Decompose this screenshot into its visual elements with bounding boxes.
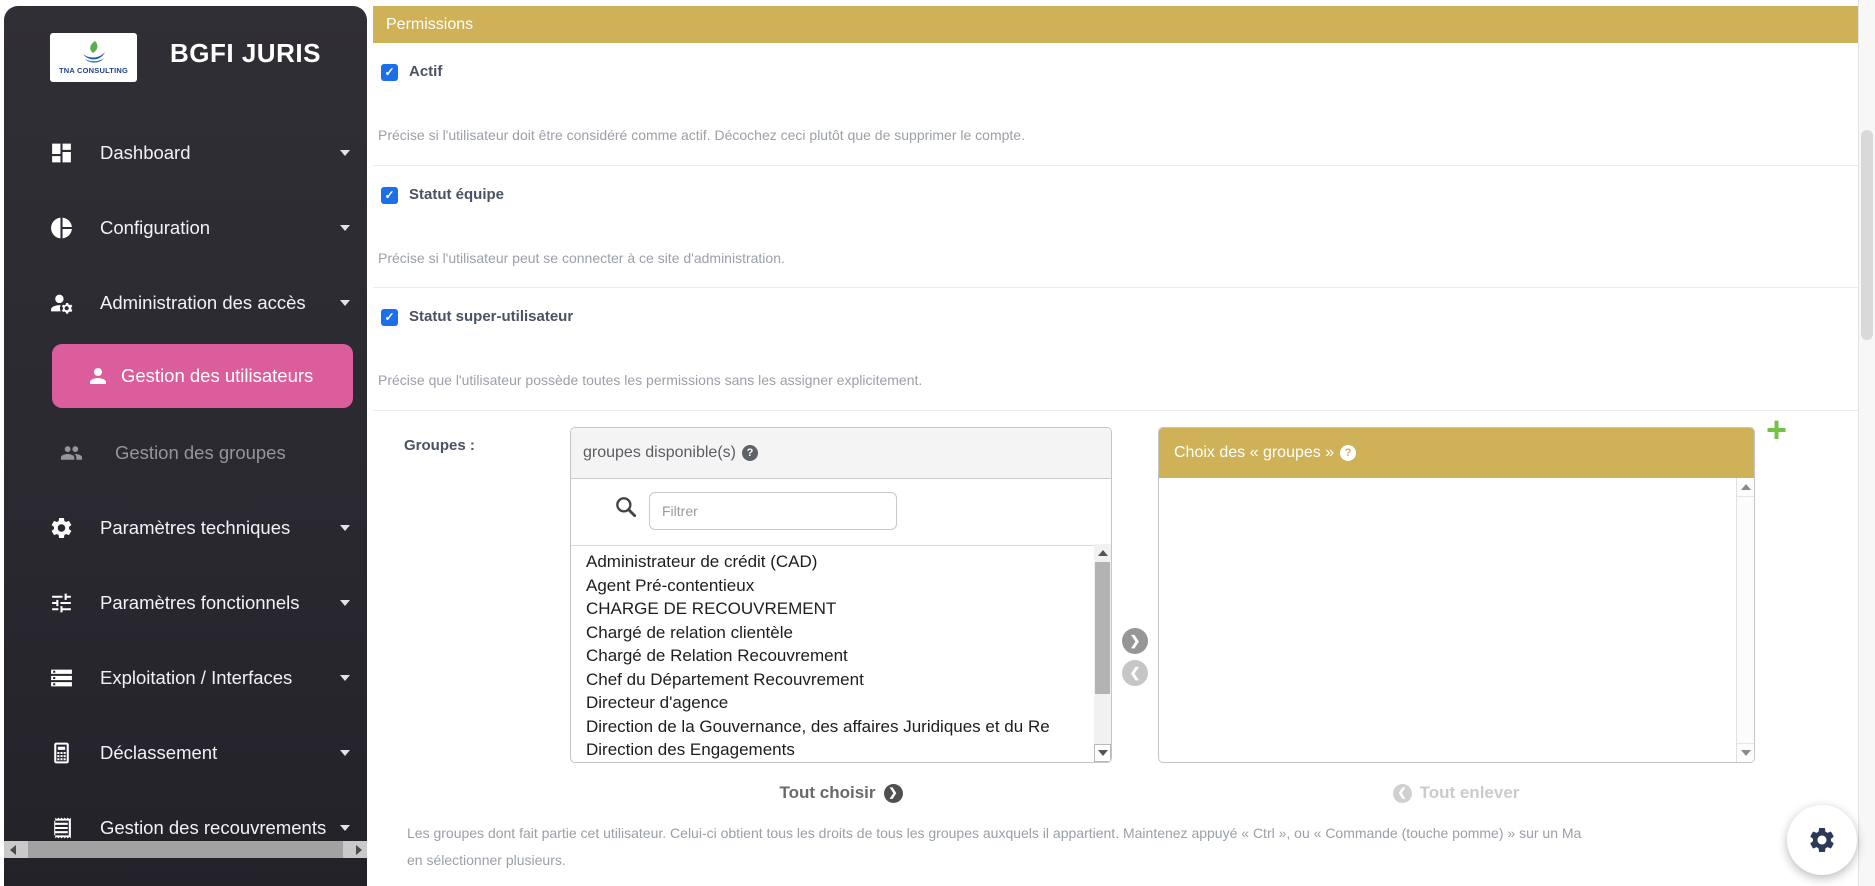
scrollbar-thumb[interactable] <box>1095 562 1110 694</box>
chevron-down-icon <box>340 600 350 606</box>
permission-row-statut-super-utilisateur <box>373 288 1858 411</box>
groups-help-line2: en sélectionner plusieurs. <box>407 852 566 868</box>
sidebar-horizontal-scrollbar[interactable] <box>4 841 367 858</box>
logo-text: TNA CONSULTING <box>58 65 129 75</box>
chevron-down-icon <box>340 225 350 231</box>
help-text: Précise que l'utilisateur possède toutes les permissions sans les assigner explicitement. <box>378 372 923 388</box>
sidebar-item-label: Administration des accès <box>100 291 306 313</box>
help-text: Précise si l'utilisateur peut se connecter à ce site d'administration. <box>378 250 785 266</box>
sidebar-item-label: Gestion des groupes <box>115 441 286 463</box>
tna-logo <box>50 33 137 82</box>
groups-field-label: Groupes : <box>404 437 475 454</box>
page-scrollbar[interactable] <box>1858 0 1875 886</box>
chosen-groups-header <box>1159 428 1754 478</box>
scroll-down-icon[interactable] <box>1094 744 1111 762</box>
app-title: BGFI JURIS <box>170 38 321 68</box>
checkbox-statut-super-utilisateur[interactable]: ✓ <box>381 309 398 326</box>
remove-all-button[interactable] <box>1356 783 1556 803</box>
active-item-pill[interactable] <box>52 344 353 408</box>
groups-help-line1: Les groupes dont fait partie cet utilisateur. Celui-ci obtient tous les droits de tous les groupes auxquels il appartient. Maintenez appuyé « Ctrl », ou « Commande (touche pomme) » sur un Ma <box>407 825 1582 841</box>
sidebar-item-dashboard[interactable] <box>4 115 367 190</box>
chevron-down-icon <box>340 300 350 306</box>
move-left-button[interactable]: ❮ <box>1122 660 1148 686</box>
group-option[interactable]: Chef du Département Recouvrement <box>586 669 864 689</box>
scroll-up-icon[interactable] <box>1094 544 1111 562</box>
sidebar-item-exploitation-interfaces[interactable] <box>4 640 367 715</box>
group-option[interactable]: Directeur d'agence <box>586 693 729 712</box>
help-text: Précise si l'utilisateur doit être considéré comme actif. Décochez ceci plutôt que de supprimer le compte. <box>378 127 1025 143</box>
sidebar-item-label: Déclassement <box>100 741 218 763</box>
help-icon[interactable]: ? <box>1340 445 1356 461</box>
checkbox-label: Statut équipe <box>409 186 505 203</box>
sidebar-item-label: Exploitation / Interfaces <box>100 666 293 688</box>
pie-chart-icon <box>49 215 74 240</box>
available-list-scrollbar[interactable] <box>1094 544 1111 762</box>
permission-row-statut-equipe <box>373 166 1858 288</box>
storage-icon <box>49 665 74 690</box>
filter-input[interactable] <box>649 492 897 530</box>
sidebar-item-label: Configuration <box>100 216 211 238</box>
group-option[interactable]: Direction de la Gouvernance, des affaires Juridiques et du Re <box>586 716 1050 736</box>
sliders-icon <box>49 590 74 615</box>
sidebar-item-label: Gestion des utilisateurs <box>121 365 314 386</box>
checkbox-label: Statut super-utilisateur <box>409 308 574 325</box>
scrollbar-thumb[interactable] <box>28 841 343 858</box>
sidebar-item-configuration[interactable] <box>4 190 367 265</box>
group-option[interactable]: Chargé de Relation Recouvrement <box>586 646 848 665</box>
manage-accounts-icon <box>49 290 74 315</box>
scroll-right-icon[interactable] <box>350 841 367 858</box>
help-icon[interactable]: ? <box>742 445 758 461</box>
chosen-list-scrollbar[interactable] <box>1736 478 1754 762</box>
choose-all-label: Tout choisir <box>779 783 876 802</box>
arrow-left-circle-icon: ❮ <box>1393 784 1412 803</box>
sidebar-item-gestion-des-utilisateurs[interactable] <box>4 340 367 415</box>
sidebar-menu <box>4 115 367 865</box>
scroll-left-icon[interactable] <box>4 841 21 858</box>
sidebar-item-gestion-des-groupes[interactable] <box>4 415 367 490</box>
scroll-down-icon[interactable] <box>1737 743 1754 762</box>
permission-row-actif <box>373 43 1858 166</box>
chevron-down-icon <box>340 150 350 156</box>
sidebar-item-label: Paramètres techniques <box>100 516 291 538</box>
group-option[interactable]: Administrateur de crédit (CAD) <box>586 552 818 571</box>
add-group-icon[interactable]: + <box>1766 409 1788 450</box>
group-option[interactable]: Direction des Engagements <box>586 740 795 759</box>
sidebar-item-label: Gestion des recouvrements <box>100 816 327 838</box>
scrollbar-thumb[interactable] <box>1861 130 1873 340</box>
groups-help-text <box>407 820 1787 874</box>
search-icon <box>613 494 639 520</box>
calculator-icon <box>49 740 74 765</box>
sidebar-item-label: Dashboard <box>100 141 191 163</box>
sidebar-item-declassement[interactable] <box>4 715 367 790</box>
arrow-right-circle-icon: ❯ <box>884 784 903 803</box>
choose-all-button[interactable] <box>741 783 941 803</box>
chevron-down-icon <box>340 525 350 531</box>
users-icon <box>60 441 83 464</box>
settings-fab-button[interactable] <box>1787 805 1857 875</box>
chosen-groups-box <box>1158 427 1755 763</box>
checkbox-actif[interactable]: ✓ <box>381 64 398 81</box>
available-groups-list[interactable] <box>571 544 1094 762</box>
move-right-button[interactable]: ❯ <box>1122 628 1148 654</box>
chevron-down-icon <box>340 675 350 681</box>
sidebar-item-administration-des-acces[interactable] <box>4 265 367 340</box>
chosen-groups-title: Choix des « groupes » <box>1174 444 1335 461</box>
receipt-icon <box>49 815 74 840</box>
filter-row <box>571 479 1111 546</box>
dashboard-icon <box>49 140 74 165</box>
gear-icon <box>49 515 74 540</box>
gear-icon <box>1807 825 1837 855</box>
checkbox-statut-equipe[interactable]: ✓ <box>381 187 398 204</box>
group-option[interactable]: Chargé de relation clientèle <box>586 622 793 642</box>
available-groups-header <box>571 428 1111 479</box>
available-groups-title: groupes disponible(s) <box>583 444 736 461</box>
chevron-down-icon <box>340 825 350 831</box>
sidebar-item-parametres-techniques[interactable] <box>4 490 367 565</box>
tna-logo-swoosh-icon <box>77 41 111 65</box>
checkbox-label: Actif <box>409 63 443 80</box>
chevron-down-icon <box>340 750 350 756</box>
scroll-up-icon[interactable] <box>1737 478 1754 497</box>
permissions-rows <box>373 43 1858 411</box>
user-icon <box>86 364 110 388</box>
group-option[interactable]: CHARGE DE RECOUVREMENT <box>586 599 837 618</box>
sidebar-item-parametres-fonctionnels[interactable] <box>4 565 367 640</box>
remove-all-label: Tout enlever <box>1419 783 1520 802</box>
permissions-section-header: Permissions <box>373 6 1858 43</box>
available-groups-box <box>570 427 1112 763</box>
sidebar-item-label: Paramètres fonctionnels <box>100 591 300 613</box>
group-option[interactable]: Agent Pré-contentieux <box>586 575 755 595</box>
